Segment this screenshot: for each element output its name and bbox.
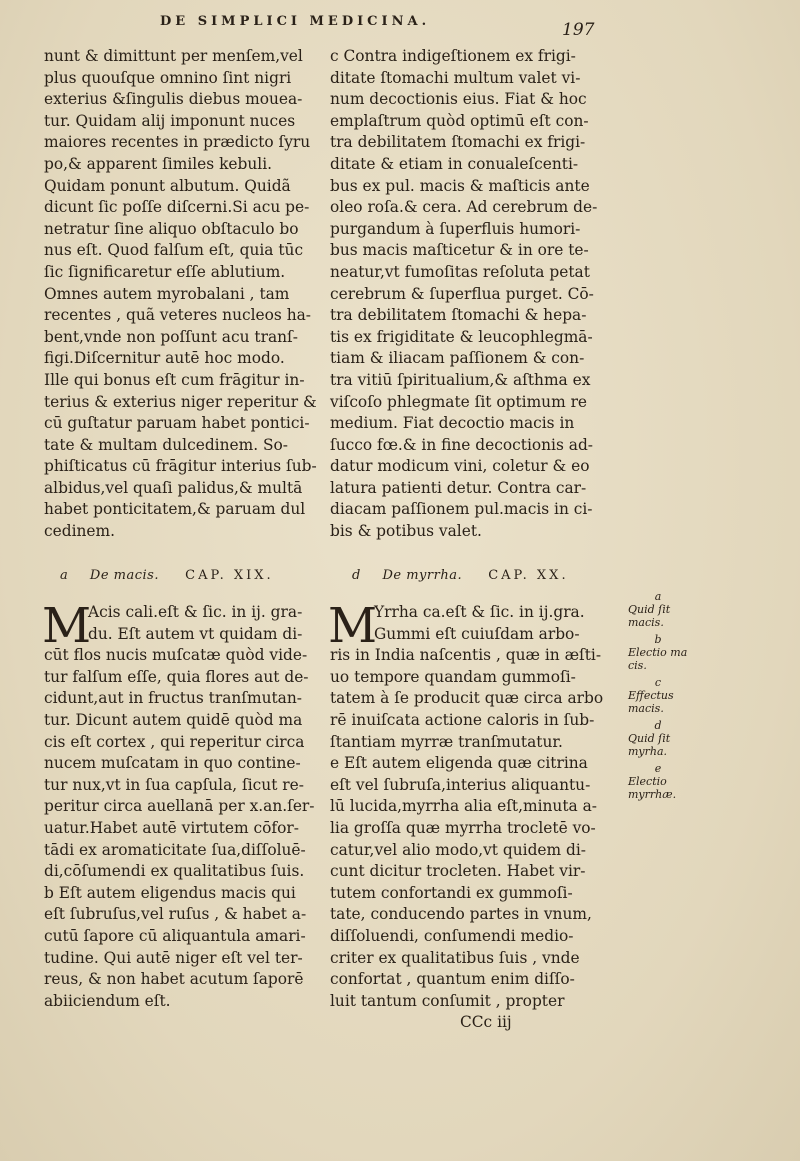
text-line: tra vitiū ſpiritualium,& aſthma ex <box>330 370 591 389</box>
text-line: tis ex frigiditate & leucophlegmā- <box>330 327 593 346</box>
margin-note: myrha. <box>628 745 668 758</box>
margin-note: macis. <box>628 616 664 629</box>
text-line: albidus,vel quaſi palidus,& multā <box>44 478 303 497</box>
text-line: abiiciendum eſt. <box>44 991 171 1010</box>
running-head: DE SIMPLICI MEDICINA. <box>160 14 431 29</box>
right-column-bottom <box>328 598 604 1034</box>
text-line: tudine. Qui autē niger eſt vel ter- <box>44 948 303 967</box>
text-line: di,cōſumendi ex qualitatibus ſuis. <box>44 862 305 881</box>
margin-letter: e <box>654 762 662 775</box>
chapter-title: De myrrha. <box>382 568 463 583</box>
margin-note: Effectus <box>628 689 674 702</box>
chapter-heading-macis <box>60 568 274 583</box>
text-line: tutem confortandi ex gummoſi- <box>330 883 573 902</box>
signature-mark: CCc iij <box>460 1013 512 1032</box>
text-line: tate & multam dulcedinem. So- <box>44 435 289 454</box>
text-line: Acis cali.eſt & ſic. in ij. gra- <box>88 603 303 621</box>
text-line: Yrrha ca.eſt & ſic. in ij.gra. <box>374 603 585 621</box>
text-line: cūt flos nucis muſcatæ quòd vide- <box>44 646 308 665</box>
text-line: ſucco fœ.& in fine decoctionis ad- <box>330 435 594 454</box>
text-line: tra debilitatem ſtomachi ex frigi- <box>330 133 586 152</box>
text-line: uatur.Habet autē virtutem cōfor- <box>44 818 299 837</box>
drop-capital: M <box>42 598 92 654</box>
text-line: uo tempore quandam gummoſi- <box>330 667 576 686</box>
left-column-bottom <box>42 598 315 1012</box>
text-line: recentes , quã veteres nucleos ha- <box>44 306 311 325</box>
text-line: viſcoſo phlegmate ſit optimum re <box>330 392 588 411</box>
text-line: neatur,vt fumoſitas reſoluta petat <box>330 262 590 281</box>
text-line: bus macis maſticetur & in ore te- <box>330 241 589 260</box>
text-line: phiſticatus cū frāgitur interius ſub- <box>44 457 317 476</box>
text-line: cutū ſapore cū aliquantula amari- <box>44 926 306 945</box>
text-line: tur falſum eſſe, quia flores aut de- <box>44 667 309 686</box>
text-line: tādi ex aromaticitate ſua,diſſoluē- <box>44 840 306 859</box>
text-line: Omnes autem myrobalani , tam <box>44 284 290 303</box>
text-line: diacam paſſionem pul.macis in ci- <box>330 500 593 519</box>
text-line: tate, conducendo partes in vnum, <box>330 905 592 924</box>
text-line: ſtantiam myrræ tranſmutatur. <box>330 732 563 751</box>
right-column-top <box>330 46 597 543</box>
chapter-number: CAP. XX. <box>488 568 569 583</box>
margin-note: cis. <box>628 659 647 672</box>
text-line: cerebrum & ſuperflua purget. Cō- <box>330 284 594 303</box>
text-line: catur,vel alio modo,vt quidem di- <box>330 840 586 859</box>
text-line: dicunt ſic poſſe diſcerni.Si acu pe- <box>44 198 310 217</box>
margin-note: Electio ma <box>628 646 688 659</box>
text-line: latura patienti detur. Contra car- <box>330 478 587 497</box>
text-line: tra debilitatem ſtomachi & hepa- <box>330 306 587 325</box>
margin-note: Electio <box>628 775 667 788</box>
text-line: luit tantum conſumit , propter <box>330 991 565 1010</box>
text-line: cidunt,aut in fructus tranſmutan- <box>44 689 302 708</box>
text-line: lia groſſa quæ myrrha trocletē vo- <box>330 818 596 837</box>
text-line: nunt & dimittunt per menſem,vel <box>44 47 303 65</box>
text-line: c Contra indigeſtionem ex frigi- <box>330 47 576 65</box>
page-number: 197 <box>562 20 595 40</box>
margin-note: macis. <box>628 702 664 715</box>
margin-note: Quid ſit <box>628 603 671 616</box>
text-line: tatem à ſe producit quæ circa arbo <box>330 689 604 708</box>
margin-letter: c <box>654 676 662 689</box>
text-line: criter ex qualitatibus ſuis , vnde <box>330 948 580 967</box>
text-line: emplaſtrum quòd optimū eſt con- <box>330 111 589 130</box>
chapter-heading-myrrha <box>352 568 569 583</box>
text-line: plus quouſque omnino ſint nigri <box>44 68 292 87</box>
text-line: peritur circa auellanā per x.an.ſer- <box>44 797 315 816</box>
chapter-number: CAP. XIX. <box>185 568 274 583</box>
text-line: reus, & non habet acutum ſaporē <box>44 970 304 989</box>
chapter-title: De macis. <box>89 568 159 583</box>
text-line: rē inuiſcata actione caloris in ſub- <box>330 710 595 729</box>
text-line: bus ex pul. macis & maſticis ante <box>330 176 590 195</box>
text-line: datur modicum vini, coletur & eo <box>330 457 590 476</box>
text-line: cis eſt cortex , qui reperitur circa <box>44 732 305 751</box>
text-line: bent,vnde non poſſunt acu tranſ- <box>44 327 298 346</box>
text-line: bis & potibus valet. <box>330 522 482 541</box>
text-line: cū guſtatur paruam habet pontici- <box>44 414 310 433</box>
text-line: cedinem. <box>44 522 116 541</box>
margin-letter: a <box>654 590 662 603</box>
section-letter: d <box>352 568 363 583</box>
text-line: du. Eſt autem vt quidam di- <box>88 624 303 643</box>
text-line: Gummi eſt cuiuſdam arbo- <box>374 624 580 643</box>
text-line: ris in India naſcentis , quæ in æſti- <box>330 646 602 665</box>
text-line: ditate ſtomachi multum valet vi- <box>330 68 581 87</box>
text-line: habet ponticitatem,& paruam dul <box>44 500 306 519</box>
text-line: lū lucida,myrrha alia eſt,minuta a- <box>330 797 597 816</box>
text-line: e Eſt autem eligenda quæ citrina <box>330 754 588 773</box>
text-line: terius & exterius niger reperitur & <box>44 392 317 411</box>
text-line: Quidam ponunt albutum. Quidã <box>44 176 291 195</box>
text-line: netratur ſine aliquo obſtaculo bo <box>44 219 299 238</box>
text-line: eſt ſubruſus,vel ruſus , & habet a- <box>44 905 307 924</box>
text-line: tiam & iliacam paſſionem & con- <box>330 349 585 368</box>
text-line: confortat , quantum enim diſſo- <box>330 970 575 989</box>
text-line: maiores recentes in prædicto ſyru <box>44 133 311 152</box>
text-line: Ille qui bonus eſt cum frāgitur in- <box>44 370 305 389</box>
text-line: tur. Dicunt autem quidē quòd ma <box>44 710 303 729</box>
text-line: purgandum à ſuperfluis humori- <box>330 219 581 238</box>
text-line: nus eſt. Quod falſum eſt, quia tūc <box>44 241 304 260</box>
text-line: tur nux,vt in ſua capſula, ſicut re- <box>44 775 304 794</box>
text-line: exterius &ſingulis diebus mouea- <box>44 90 303 109</box>
text-line: num decoctionis eius. Fiat & hoc <box>330 90 587 109</box>
text-line: po,& apparent ſimiles kebuli. <box>44 154 273 173</box>
text-line: diſſoluendi, conſumendi medio- <box>330 926 574 945</box>
text-line: oleo roſa.& cera. Ad cerebrum de- <box>330 198 598 217</box>
drop-capital: M <box>328 598 378 654</box>
text-line: figi.Diſcernitur autē hoc modo. <box>44 349 285 368</box>
section-letter: a <box>60 568 70 583</box>
text-line: tur. Quidam alij imponunt nuces <box>44 111 296 130</box>
margin-notes <box>628 590 688 801</box>
margin-letter: b <box>654 633 662 646</box>
text-line: eſt vel ſubruſa,interius aliquantu- <box>330 775 591 794</box>
text-line: b Eſt autem eligendus macis qui <box>44 883 296 902</box>
text-line: ditate & etiam in conualeſcenti- <box>330 154 579 173</box>
text-line: medium. Fiat decoctio macis in <box>330 414 575 433</box>
text-line: nucem muſcatam in quo contine- <box>44 754 301 773</box>
margin-letter: d <box>654 719 662 732</box>
text-line: ſic ſignificaretur eſſe ablutium. <box>44 262 286 281</box>
margin-note: Quid ſit <box>628 732 671 745</box>
left-column-top <box>44 46 317 543</box>
margin-note: myrrhæ. <box>628 788 677 801</box>
text-line: cunt dicitur trocleten. Habet vir- <box>330 862 586 881</box>
